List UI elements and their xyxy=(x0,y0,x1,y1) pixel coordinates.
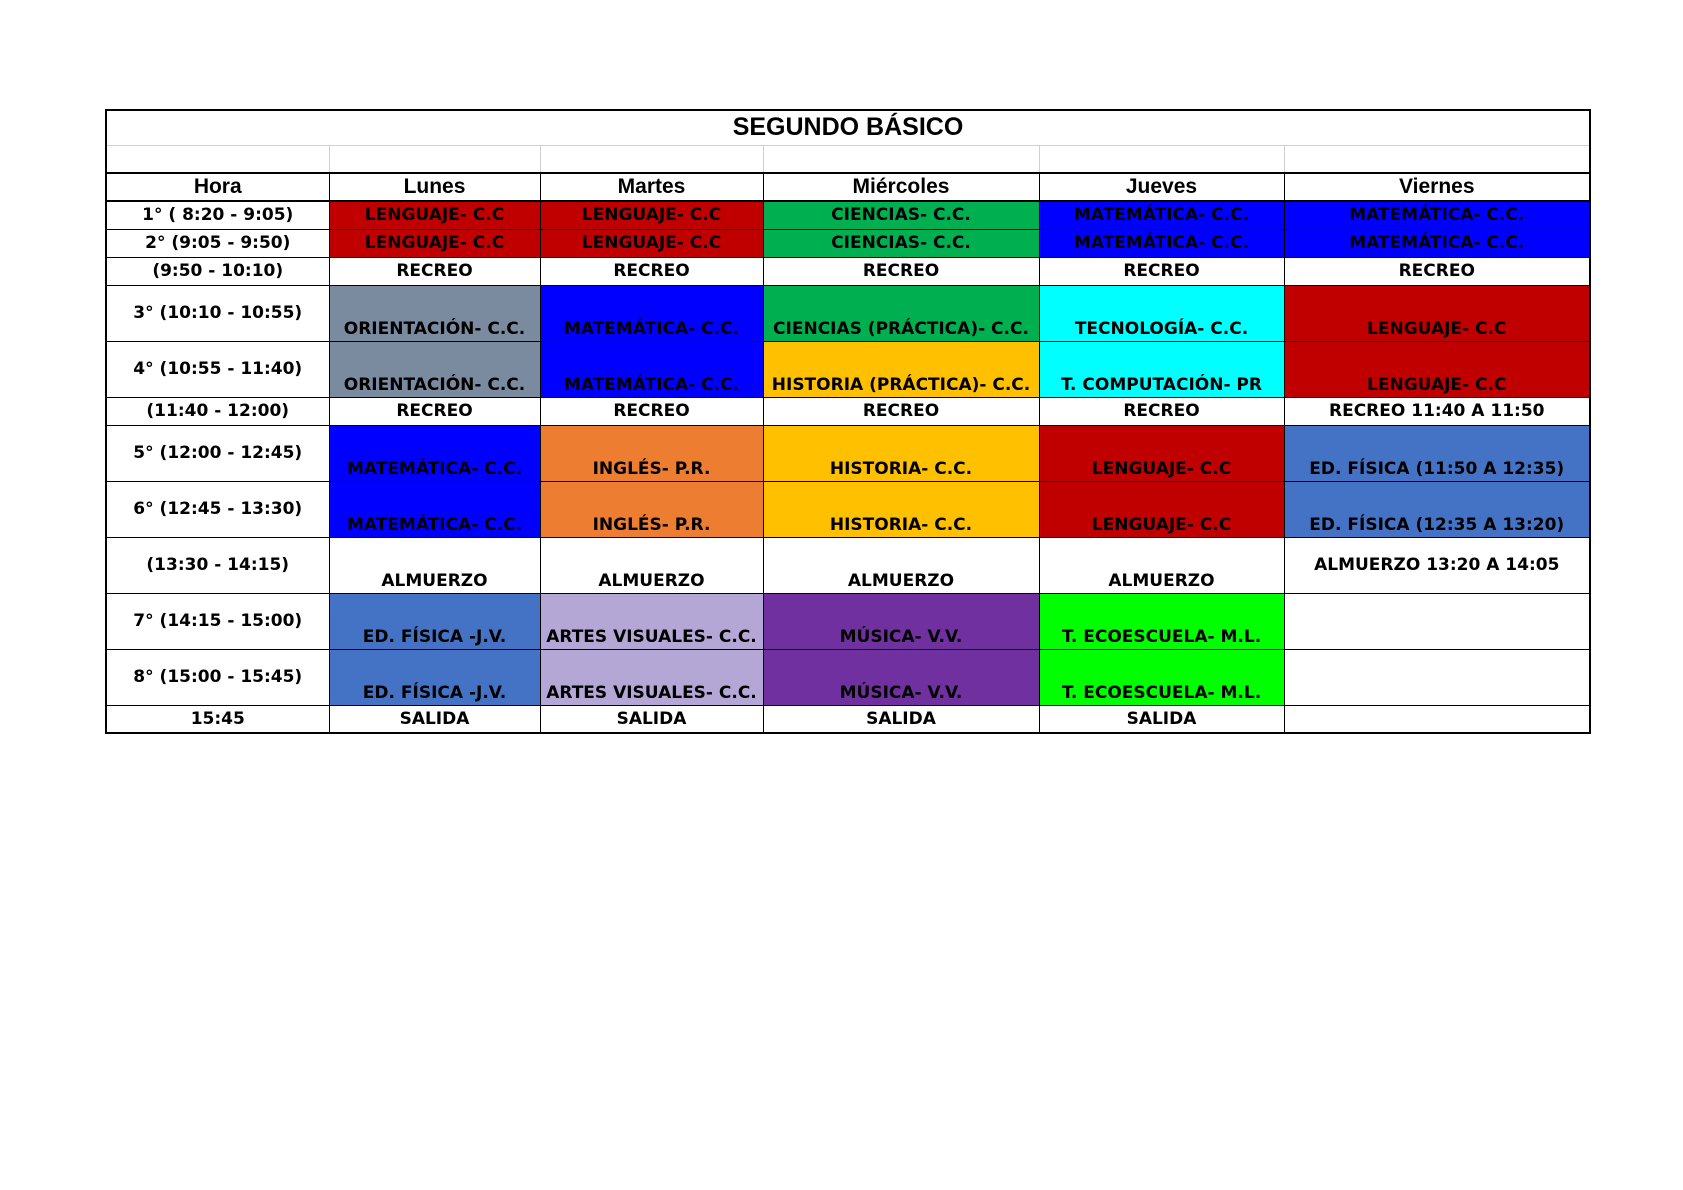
class-cell: MATEMÁTICA- C.C. xyxy=(329,425,540,481)
blank-cell xyxy=(106,145,329,173)
hour-cell: 7° (14:15 - 15:00) xyxy=(106,593,329,649)
class-cell: CIENCIAS- C.C. xyxy=(763,229,1039,257)
class-cell: ORIENTACIÓN- C.C. xyxy=(329,285,540,341)
class-cell: MATEMÁTICA- C.C. xyxy=(1284,201,1590,229)
class-cell: ORIENTACIÓN- C.C. xyxy=(329,341,540,397)
class-cell: SALIDA xyxy=(763,705,1039,733)
class-cell: T. COMPUTACIÓN- PR xyxy=(1039,341,1284,397)
hour-cell: 15:45 xyxy=(106,705,329,733)
schedule-row xyxy=(106,341,1590,397)
class-cell: SALIDA xyxy=(329,705,540,733)
class-cell: LENGUAJE- C.C xyxy=(1039,425,1284,481)
class-cell: RECREO xyxy=(540,257,763,285)
hour-cell: 2° (9:05 - 9:50) xyxy=(106,229,329,257)
class-cell: SALIDA xyxy=(1039,705,1284,733)
class-cell: MÚSICA- V.V. xyxy=(763,649,1039,705)
hour-cell: 4° (10:55 - 11:40) xyxy=(106,341,329,397)
empty-class-cell xyxy=(1284,705,1590,733)
class-cell: ALMUERZO xyxy=(540,537,763,593)
class-cell: TECNOLOGÍA- C.C. xyxy=(1039,285,1284,341)
class-cell: ALMUERZO xyxy=(1039,537,1284,593)
schedule-row xyxy=(106,285,1590,341)
blank-row xyxy=(106,145,1590,173)
class-cell: RECREO xyxy=(329,397,540,425)
class-cell: MATEMÁTICA- C.C. xyxy=(329,481,540,537)
empty-class-cell xyxy=(1284,593,1590,649)
class-cell: LENGUAJE- C.C xyxy=(540,229,763,257)
class-cell: MATEMÁTICA- C.C. xyxy=(540,341,763,397)
class-cell: LENGUAJE- C.C xyxy=(1039,481,1284,537)
class-cell: LENGUAJE- C.C xyxy=(1284,341,1590,397)
schedule-row xyxy=(106,257,1590,285)
class-cell: ED. FÍSICA -J.V. xyxy=(329,593,540,649)
class-cell: T. ECOESCUELA- M.L. xyxy=(1039,593,1284,649)
class-cell: LENGUAJE- C.C xyxy=(1284,285,1590,341)
header-hora: Hora xyxy=(106,173,329,201)
schedule-title: SEGUNDO BÁSICO xyxy=(106,110,1590,145)
class-cell: CIENCIAS (PRÁCTICA)- C.C. xyxy=(763,285,1039,341)
header-martes: Martes xyxy=(540,173,763,201)
title-row xyxy=(106,110,1590,145)
class-cell: T. ECOESCUELA- M.L. xyxy=(1039,649,1284,705)
class-cell: MATEMÁTICA- C.C. xyxy=(1039,201,1284,229)
schedule-row xyxy=(106,201,1590,229)
class-cell: RECREO xyxy=(329,257,540,285)
hour-cell: (9:50 - 10:10) xyxy=(106,257,329,285)
hour-cell: 8° (15:00 - 15:45) xyxy=(106,649,329,705)
class-cell: ED. FÍSICA (12:35 A 13:20) xyxy=(1284,481,1590,537)
class-cell: ALMUERZO 13:20 A 14:05 xyxy=(1284,537,1590,593)
class-cell: ARTES VISUALES- C.C. xyxy=(540,593,763,649)
class-cell: HISTORIA (PRÁCTICA)- C.C. xyxy=(763,341,1039,397)
class-cell: LENGUAJE- C.C xyxy=(540,201,763,229)
schedule-body xyxy=(106,110,1590,733)
schedule-row xyxy=(106,397,1590,425)
class-cell: MÚSICA- V.V. xyxy=(763,593,1039,649)
hour-cell: 6° (12:45 - 13:30) xyxy=(106,481,329,537)
schedule-row xyxy=(106,481,1590,537)
header-row xyxy=(106,173,1590,201)
class-cell: HISTORIA- C.C. xyxy=(763,425,1039,481)
class-cell: ALMUERZO xyxy=(763,537,1039,593)
schedule-row xyxy=(106,649,1590,705)
class-cell: SALIDA xyxy=(540,705,763,733)
class-cell: MATEMÁTICA- C.C. xyxy=(540,285,763,341)
class-cell: CIENCIAS- C.C. xyxy=(763,201,1039,229)
header-viernes: Viernes xyxy=(1284,173,1590,201)
hour-cell: (13:30 - 14:15) xyxy=(106,537,329,593)
empty-class-cell xyxy=(1284,649,1590,705)
class-cell: LENGUAJE- C.C xyxy=(329,201,540,229)
class-cell: ED. FÍSICA -J.V. xyxy=(329,649,540,705)
blank-cell xyxy=(1039,145,1284,173)
class-cell: ARTES VISUALES- C.C. xyxy=(540,649,763,705)
class-cell: MATEMÁTICA- C.C. xyxy=(1039,229,1284,257)
schedule-row xyxy=(106,593,1590,649)
schedule-row xyxy=(106,537,1590,593)
blank-cell xyxy=(540,145,763,173)
hour-cell: 3° (10:10 - 10:55) xyxy=(106,285,329,341)
class-cell: INGLÉS- P.R. xyxy=(540,425,763,481)
hour-cell: 1° ( 8:20 - 9:05) xyxy=(106,201,329,229)
schedule-row xyxy=(106,705,1590,733)
hour-cell: (11:40 - 12:00) xyxy=(106,397,329,425)
schedule-row xyxy=(106,425,1590,481)
class-cell: RECREO 11:40 A 11:50 xyxy=(1284,397,1590,425)
hour-cell: 5° (12:00 - 12:45) xyxy=(106,425,329,481)
class-cell: RECREO xyxy=(1284,257,1590,285)
class-cell: RECREO xyxy=(1039,257,1284,285)
blank-cell xyxy=(329,145,540,173)
header-jueves: Jueves xyxy=(1039,173,1284,201)
blank-cell xyxy=(1284,145,1590,173)
class-cell: LENGUAJE- C.C xyxy=(329,229,540,257)
class-cell: ALMUERZO xyxy=(329,537,540,593)
class-cell: HISTORIA- C.C. xyxy=(763,481,1039,537)
blank-cell xyxy=(763,145,1039,173)
header-miercoles: Miércoles xyxy=(763,173,1039,201)
class-cell: RECREO xyxy=(763,257,1039,285)
class-cell: ED. FÍSICA (11:50 A 12:35) xyxy=(1284,425,1590,481)
class-cell: RECREO xyxy=(763,397,1039,425)
header-lunes: Lunes xyxy=(329,173,540,201)
schedule-table xyxy=(105,109,1591,734)
schedule-row xyxy=(106,229,1590,257)
class-cell: MATEMÁTICA- C.C. xyxy=(1284,229,1590,257)
class-cell: RECREO xyxy=(540,397,763,425)
class-cell: INGLÉS- P.R. xyxy=(540,481,763,537)
class-cell: RECREO xyxy=(1039,397,1284,425)
